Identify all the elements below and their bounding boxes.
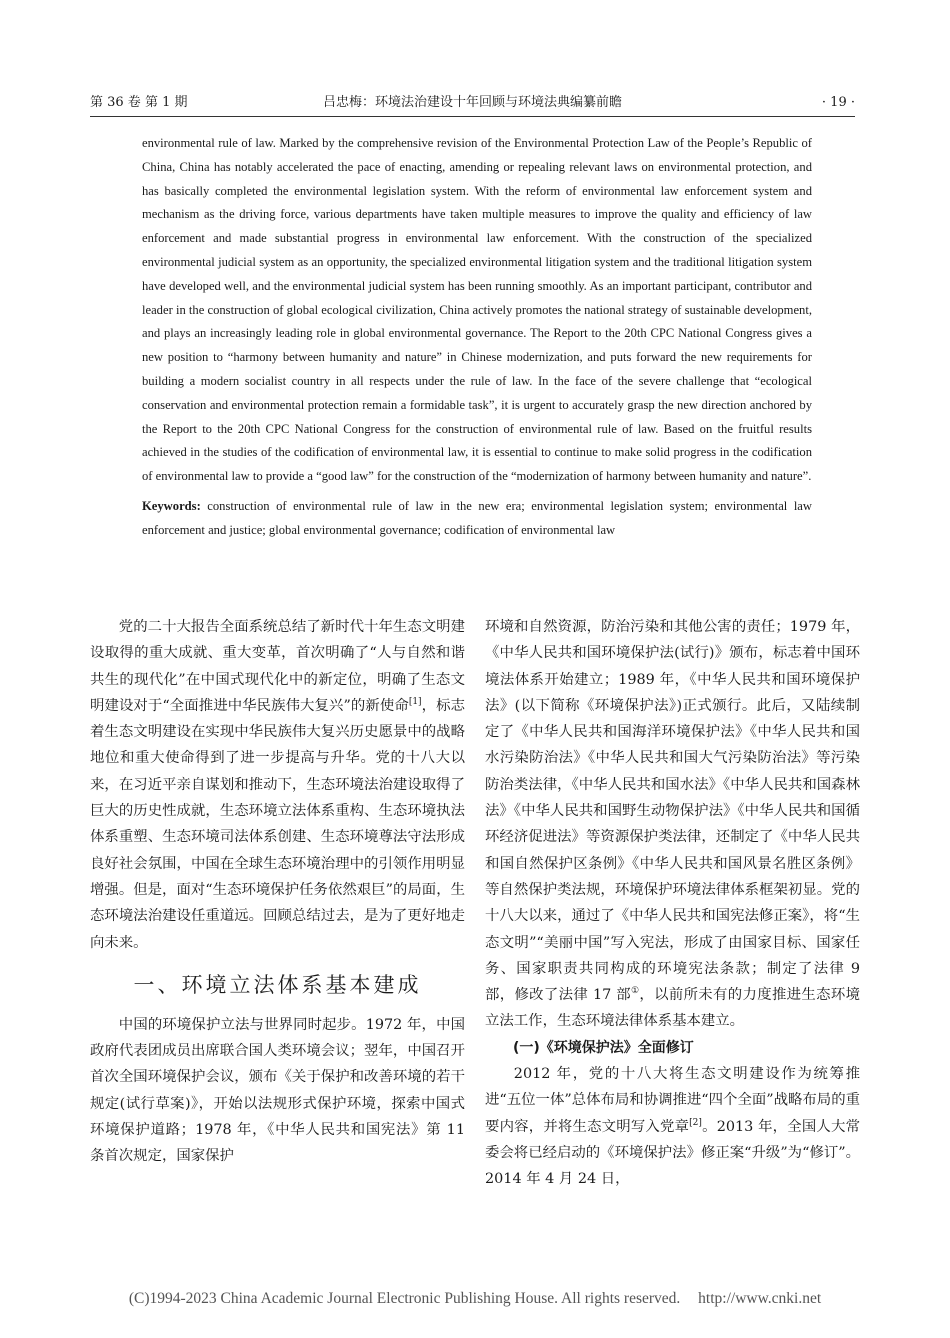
keywords-text: construction of environmental rule of law in the new era; environmental legislation system; environmental law enforcement and justice; global environmental governance; codification of environmental law	[142, 498, 812, 537]
keywords-label: Keywords:	[142, 498, 201, 513]
abstract-body: environmental rule of law. Marked by the comprehensive revision of the Environmental Protection Law of the People’s Republic of China, China has notably accelerated the pace of enacting, amending or repealing relevant laws on environmental protection, and has basically completed the environmental legislation system. With the reform of environmental law enforcement system and mechanism as the driving force, various departments have taken multiple measures to improve the quality and efficiency of law enforcement and made substantial progress in environmental law enforcement. With the construction of the specialized environmental judicial system as an opportunity, the specialized environmental litigation system and the traditional litigation system have developed well, and the environmental judicial system has been running smoothly. As an important participant, contributor and leader in the construction of global ecological civilization, China actively promotes the national strategy of sustainable development, and plays an increasingly leading role in global environmental governance. The Report to the 20th CPC National Congress gives a new position to “harmony between humanity and nature” in Chinese modernization, and puts forward the new requirements for building a modern socialist country in all respects under the rule of law. In the face of the severe challenge that “ecological conservation and environmental protection remain a formidable task”, it is urgent to accurately grasp the new direction anchored by the Report to the 20th CPC National Congress for the construction of environmental rule of law. Based on the fruitful results achieved in the studies of the codification of environmental law, it is essential to continue to make solid progress in the codification of environmental law to provide a “good law” for the construction of the “modernization of harmony between humanity and nature”.	[142, 136, 812, 484]
revision-text-a: 2012 年，党的十八大将生态文明建设作为统筹推进“五位一体”总体布局和协调推进“四个全面”战略布局的重要内容，并将生态文明写入党章	[485, 1066, 860, 1135]
section-heading: 一、环境立法体系基本建成	[133, 972, 422, 997]
copyright-text: (C)1994-2023 China Academic Journal Electronic Publishing House. All rights reserved.	[128, 1290, 681, 1307]
intro-text-b: ，标志着生态文明建设在实现中华民族伟大复兴历史愿景中的战略地位和重大使命得到了进一步提高与升华。党的十八大以来，在习近平亲自谋划和推动下，生态环境法治建设取得了巨大的历史性成就，生态环境立法体系重构、生态环境执法体系重塑、生态环境司法体系创建、生态环境尊法守法形成良好社会氛围，中国在全球生态环境治理中的引领作用明显增强。但是，面对“生态环境保护任务依然艰巨”的局面，生态环境法治建设任重道远。回顾总结过去，是为了更好地走向未来。	[90, 697, 465, 951]
right-column	[485, 614, 860, 1193]
keywords-line	[142, 495, 812, 543]
cnki-footer	[0, 1290, 950, 1308]
cnki-url[interactable]: http://www.cnki.net	[698, 1290, 822, 1307]
citation-1[interactable]: [1]	[408, 696, 422, 707]
intro-text-a: 党的二十大报告全面系统总结了新时代十年生态文明建设取得的重大成就、重大变革，首次明确了“人与自然和谐共生的现代化”在中国式现代化中的新定位，明确了生态文明建设对于“全面推进中华民族伟大复兴”的新使命	[90, 619, 465, 714]
running-header	[90, 90, 855, 117]
article-running-title: 吕忠梅：环境法治建设十年回顾与环境法典编纂前瞻	[322, 95, 622, 110]
footnote-1[interactable]: ①	[630, 986, 640, 997]
intro-paragraph	[90, 614, 465, 956]
journal-issue: 第 36 卷 第 1 期	[90, 95, 188, 110]
legislation-text-a: 环境和自然资源，防治污染和其他公害的责任；1979 年，《中华人民共和国环境保护法(试行)》颁布，标志着中国环境法体系开始建立；1989 年，《中华人民共和国环境保护法》(以下简称《环境保护法》)正式颁行。此后，又陆续制定了《中华人民共和国海洋环境保护法》《中华人民共和国水污染防治法》《中华人民共和国大气污染防治法》等污染防治类法律，《中华人民共和国水法》《中华人民共和国森林法》《中华人民共和国野生动物保护法》《中华人民共和国循环经济促进法》等资源保护类法律，还制定了《中华人民共和国自然保护区条例》《中华人民共和国风景名胜区条例》等自然保护类法规，环境保护环境法律体系框架初显。党的十八大以来，通过了《中华人民共和国宪法修正案》，将“生态文明”“美丽中国”写入宪法，形成了由国家目标、国家任务、国家职责共同构成的环境宪法条款；制定了法律 9 部，修改了法律 17 部	[485, 619, 860, 1004]
subsection-heading: (一)《环境保护法》全面修订	[513, 1039, 694, 1056]
citation-2[interactable]: [2]	[689, 1117, 702, 1128]
english-abstract	[142, 132, 812, 543]
legislation-paragraph: 中国的环境保护立法与世界同时起步。1972 年，中国政府代表团成员出席联合国人类环境会议；翌年，中国召开首次全国环境保护会议，颁布《关于保护和改善环境的若干规定(试行草案)》，开始以法规形式保护环境，探索中国式环境保护道路；1978 年，《中华人民共和国宪法》第 11 条首次规定，国家保护	[90, 1016, 465, 1165]
left-column	[90, 614, 465, 1170]
revision-paragraph	[485, 1061, 860, 1192]
page-number: · 19 ·	[821, 95, 855, 110]
legislation-continued-paragraph	[485, 614, 860, 1035]
revision-text-b: 。2013 年，全国人大常委会将已经启动的《环境保护法》修正案“升级”为“修订”。2014 年 4 月 24 日，	[485, 1118, 860, 1188]
legislation-text-b: ，以前所未有的力度推进生态环境立法工作，生态环境法律体系基本建立。	[485, 987, 860, 1030]
